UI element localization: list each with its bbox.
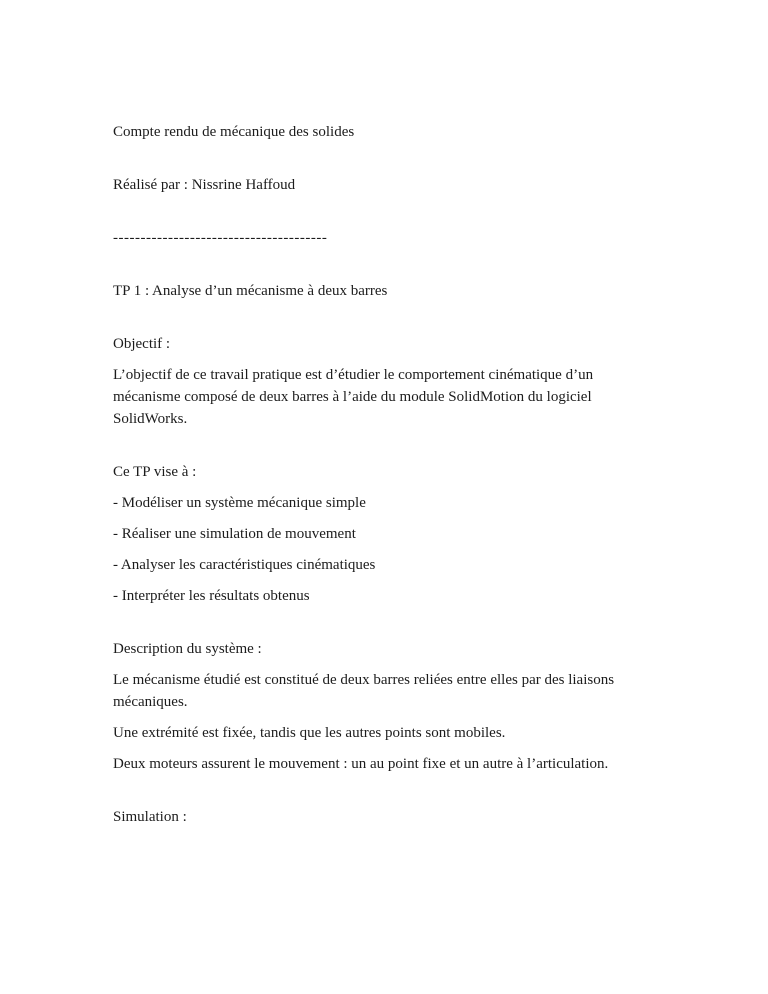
vise-heading: Ce TP vise à : [113,464,197,480]
description-body-3: Deux moteurs assurent le mouvement : un au point fixe et un autre à l’articulation. [113,756,609,772]
vise-item: - Modéliser un système mécanique simple [113,495,366,511]
author-line: Réalisé par : Nissrine Haffoud [113,177,296,193]
tp1-heading: TP 1 : Analyse d’un mécanisme à deux barres [113,283,388,299]
description-body-2: Une extrémité est fixée, tandis que les autres points sont mobiles. [113,725,506,741]
description-body-1: Le mécanisme étudié est constitué de deux barres reliées entre elles par des liaisons mécaniques. [113,672,615,710]
objectif-heading: Objectif : [113,336,171,352]
vise-item: - Interpréter les résultats obtenus [113,588,310,604]
vise-item: - Analyser les caractéristiques cinématiques [113,557,376,573]
simulation-heading: Simulation : [113,809,187,825]
objectif-body: L’objectif de ce travail pratique est d’étudier le comportement cinématique d’un mécanisme composé de deux barres à l’aide du module SolidMotion du logiciel SolidWorks. [113,367,594,427]
description-heading: Description du système : [113,641,262,657]
document-title: Compte rendu de mécanique des solides [113,124,355,140]
divider-line: --------------------------------------- [113,230,328,246]
vise-item: - Réaliser une simulation de mouvement [113,526,356,542]
